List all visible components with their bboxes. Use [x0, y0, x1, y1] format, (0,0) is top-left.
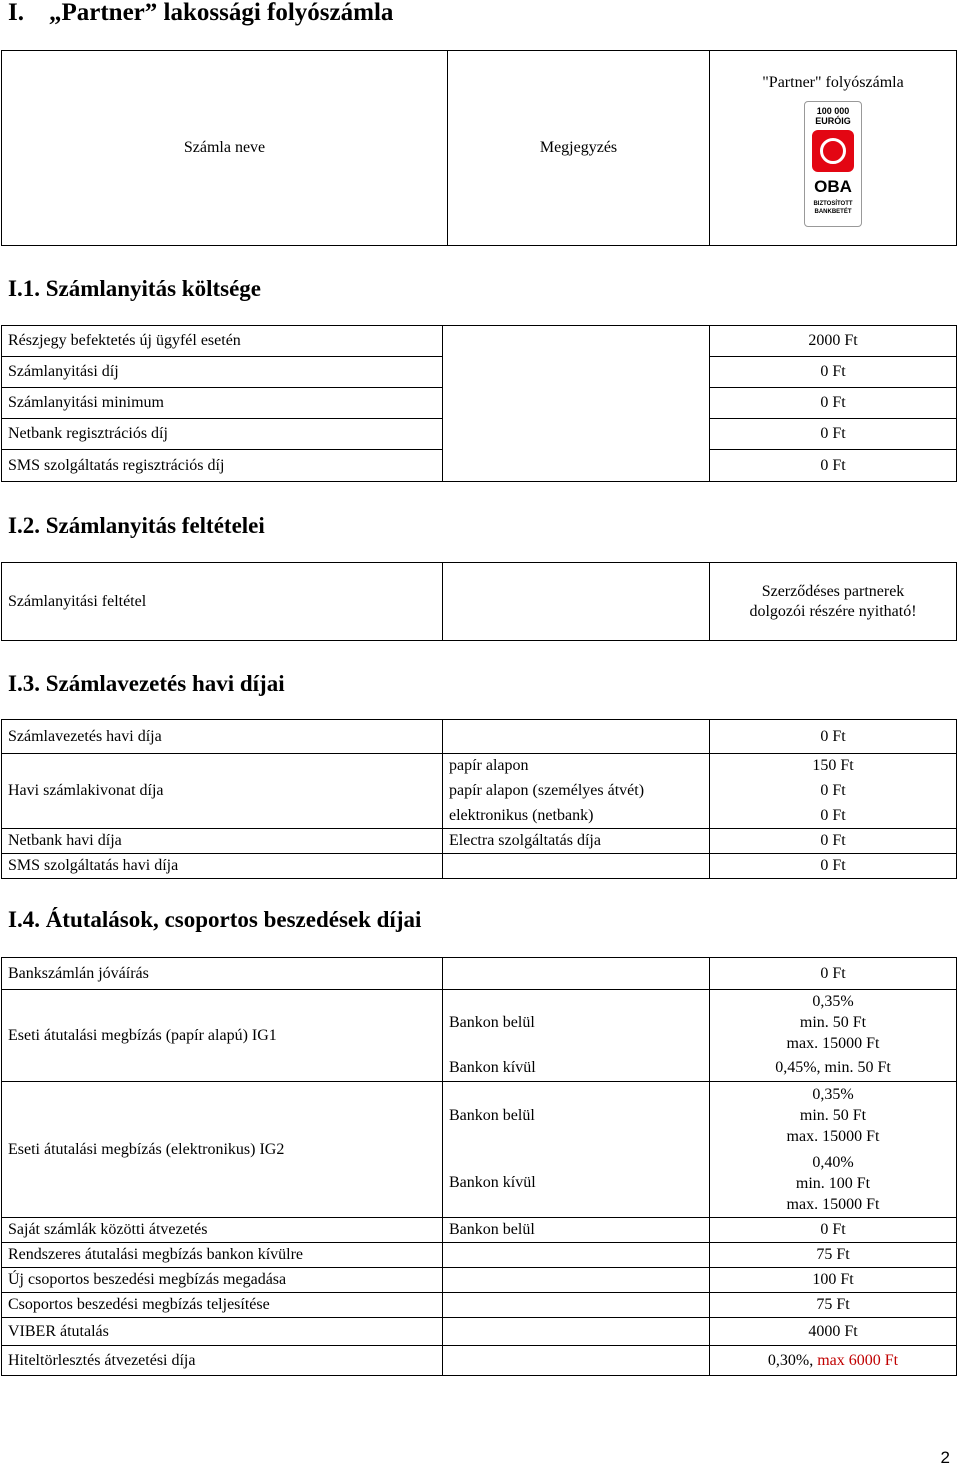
row-label: Havi számlakivonat díja	[2, 754, 443, 829]
section-heading-1: I.1. Számlanyitás költsége	[8, 276, 261, 301]
row-label: Részjegy befektetés új ügyfél esetén	[2, 326, 443, 357]
row-value: 0,35% min. 50 Ft max. 15000 Ft	[710, 1082, 957, 1150]
condition-label: Számlanyitási feltétel	[2, 563, 443, 641]
row-label: Eseti átutalási megbízás (papír alapú) IG1	[2, 990, 443, 1082]
row-label: Bankszámlán jóváírás	[2, 958, 443, 990]
row-note: elektronikus (netbank)	[443, 804, 710, 829]
account-name-cell	[710, 51, 957, 246]
row-label: Saját számlák közötti átvezetés	[2, 1218, 443, 1243]
monthly-fees-table	[1, 719, 957, 879]
row-note: papír alapon (személyes átvét)	[443, 779, 710, 804]
table-row	[2, 1243, 957, 1268]
row-label: VIBER átutalás	[2, 1318, 443, 1346]
row-value: 0,40% min. 100 Ft max. 15000 Ft	[710, 1150, 957, 1218]
row-note: Electra szolgáltatás díja	[443, 829, 710, 854]
section-heading-3: I.3. Számlavezetés havi díjai	[8, 671, 285, 696]
page-number: 2	[940, 1448, 950, 1467]
row-note: Bankon kívül	[443, 1056, 710, 1082]
transfers-table	[1, 957, 957, 1376]
row-value: 0 Ft	[710, 357, 957, 388]
row-value: 0 Ft	[710, 958, 957, 990]
row-label: Eseti átutalási megbízás (elektronikus) IG2	[2, 1082, 443, 1218]
account-header-table	[1, 50, 957, 246]
row-value: 0 Ft	[710, 388, 957, 419]
row-value: 0 Ft	[710, 779, 957, 804]
row-value: 0,45%, min. 50 Ft	[710, 1056, 957, 1082]
table-row	[2, 1082, 957, 1150]
row-value: 150 Ft	[710, 754, 957, 779]
account-name-label: Számla neve	[2, 51, 448, 246]
section-heading-2: I.2. Számlanyitás feltételei	[8, 513, 265, 538]
table-row	[2, 854, 957, 879]
row-value: 100 Ft	[710, 1268, 957, 1293]
table-row	[2, 829, 957, 854]
row-label: Hiteltörlesztés átvezetési díja	[2, 1346, 443, 1376]
row-label: SMS szolgáltatás havi díja	[2, 854, 443, 879]
row-value: 0,35% min. 50 Ft max. 15000 Ft	[710, 990, 957, 1056]
oba-ring-icon	[812, 130, 854, 172]
table-row	[2, 326, 957, 357]
table-row	[2, 720, 957, 754]
row-value: 0 Ft	[710, 1218, 957, 1243]
row-note: Bankon belül	[443, 1218, 710, 1243]
table-row	[2, 1346, 957, 1376]
row-label: Netbank havi díja	[2, 829, 443, 854]
row-note: Bankon kívül	[443, 1150, 710, 1218]
row-label: Netbank regisztrációs díj	[2, 419, 443, 450]
row-value: 0 Ft	[710, 854, 957, 879]
row-value: 0,30%, max 6000 Ft	[710, 1346, 957, 1376]
row-value: 2000 Ft	[710, 326, 957, 357]
page-title: I. „Partner” lakossági folyószámla	[8, 0, 394, 26]
row-value: 0 Ft	[710, 419, 957, 450]
section-heading-4: I.4. Átutalások, csoportos beszedések díjai	[8, 907, 422, 932]
table-row	[2, 990, 957, 1056]
row-label: Számlanyitási díj	[2, 357, 443, 388]
row-label: Új csoportos beszedési megbízás megadása	[2, 1268, 443, 1293]
oba-badge-logo: 100 000 EURÓIG OBA BIZTOSÍTOTT BANKBETÉT	[804, 101, 862, 227]
table-row	[2, 1318, 957, 1346]
table-row	[2, 754, 957, 779]
table-row	[2, 958, 957, 990]
row-value: 0 Ft	[710, 804, 957, 829]
opening-cost-table	[1, 325, 957, 482]
row-label: SMS szolgáltatás regisztrációs díj	[2, 450, 443, 482]
row-label: Számlavezetés havi díja	[2, 720, 443, 754]
max-fee-highlight: max 6000 Ft	[817, 1351, 899, 1369]
row-label: Számlanyitási minimum	[2, 388, 443, 419]
row-value: 4000 Ft	[710, 1318, 957, 1346]
table-row	[2, 1218, 957, 1243]
note-label: Megjegyzés	[448, 51, 710, 246]
row-note: Bankon belül	[443, 990, 710, 1056]
row-note: Bankon belül	[443, 1082, 710, 1150]
row-value: 0 Ft	[710, 829, 957, 854]
row-label: Csoportos beszedési megbízás teljesítése	[2, 1293, 443, 1318]
row-note: papír alapon	[443, 754, 710, 779]
row-value: 75 Ft	[710, 1293, 957, 1318]
opening-conditions-table	[1, 562, 957, 641]
row-value: 0 Ft	[710, 450, 957, 482]
row-label: Rendszeres átutalási megbízás bankon kívülre	[2, 1243, 443, 1268]
row-value: 0 Ft	[710, 720, 957, 754]
row-value: 75 Ft	[710, 1243, 957, 1268]
table-row	[2, 1268, 957, 1293]
account-name: "Partner" folyószámla	[762, 74, 904, 91]
condition-value: Szerződéses partnerek dolgozói részére nyitható!	[710, 563, 957, 641]
table-row	[2, 563, 957, 641]
table-row	[2, 1293, 957, 1318]
